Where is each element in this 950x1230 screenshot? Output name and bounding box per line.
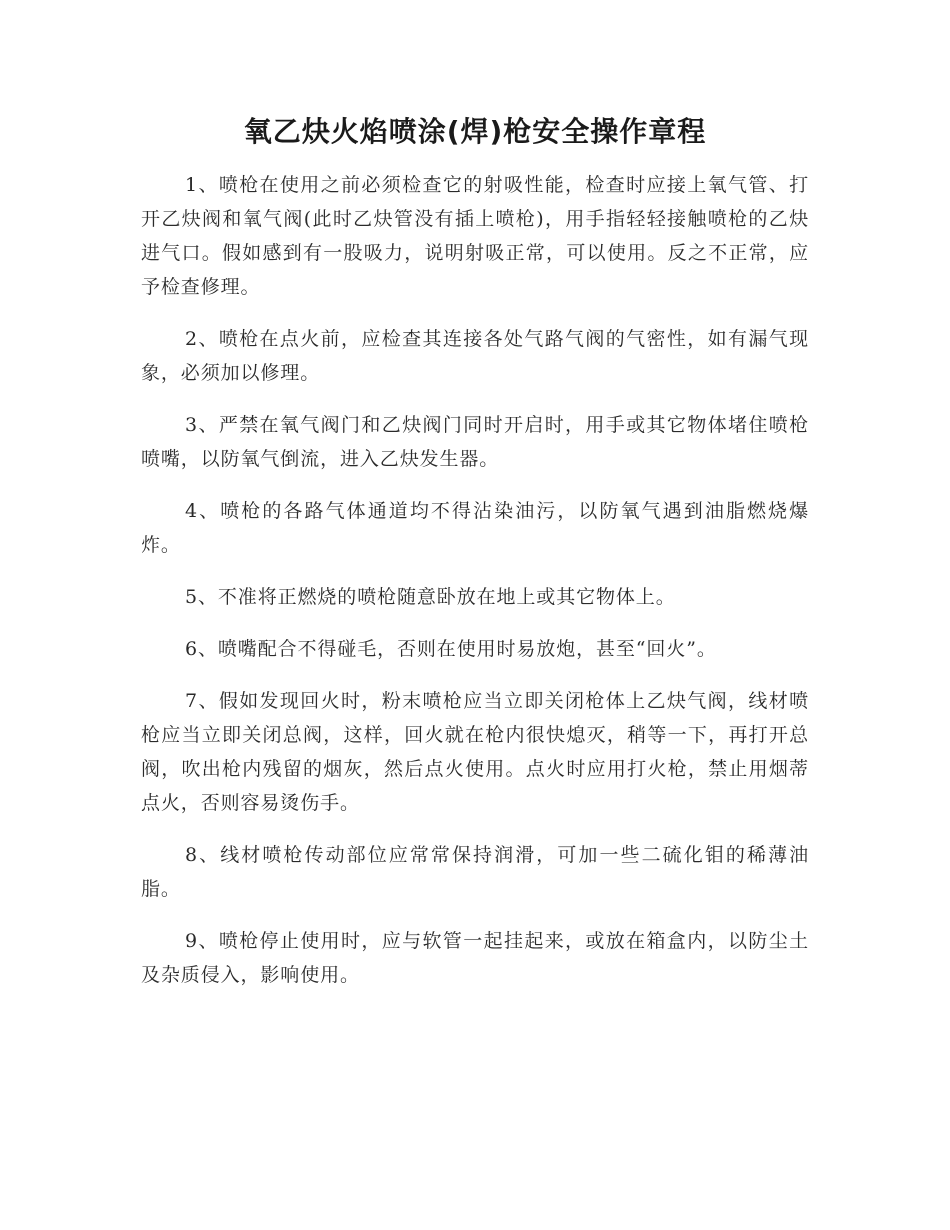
paragraph-3: 3、严禁在氧气阀门和乙炔阀门同时开启时，用手或其它物体堵住喷枪喷嘴，以防氧气倒流，进入乙炔发生器。 — [141, 414, 809, 470]
paragraph-5: 5、不准将正燃烧的喷枪随意卧放在地上或其它物体上。 — [185, 586, 676, 608]
document-title: 氧乙炔火焰喷涂(焊)枪安全操作章程 — [243, 115, 707, 148]
paragraph-6: 6、喷嘴配合不得碰毛，否则在使用时易放炮，甚至“回火”。 — [185, 638, 717, 660]
document-body — [141, 168, 809, 1010]
paragraph-9: 9、喷枪停止使用时，应与软管一起挂起来，或放在箱盒内，以防尘土及杂质侵入，影响使用。 — [141, 930, 809, 986]
paragraph-4: 4、喷枪的各路气体通道均不得沾染油污，以防氧气遇到油脂燃烧爆炸。 — [141, 500, 809, 556]
paragraph-7: 7、假如发现回火时，粉末喷枪应当立即关闭枪体上乙炔气阀，线材喷枪应当立即关闭总阀，这样，回火就在枪内很快熄灭，稍等一下，再打开总阀，吹出枪内残留的烟灰，然后点火使用。点火时应用打火枪，禁止用烟蒂点火，否则容易烫伤手。 — [141, 690, 809, 814]
paragraph-2: 2、喷枪在点火前，应检查其连接各处气路气阀的气密性，如有漏气现象，必须加以修理。 — [141, 328, 809, 384]
paragraph-8: 8、线材喷枪传动部位应常常保持润滑，可加一些二硫化钼的稀薄油脂。 — [141, 844, 809, 900]
paragraph-1: 1、喷枪在使用之前必须检查它的射吸性能，检查时应接上氧气管、打开乙炔阀和氧气阀(此时乙炔管没有插上喷枪)，用手指轻轻接触喷枪的乙炔进气口。假如感到有一股吸力，说明射吸正常，可以使用。反之不正常，应予检查修理。 — [141, 174, 809, 298]
